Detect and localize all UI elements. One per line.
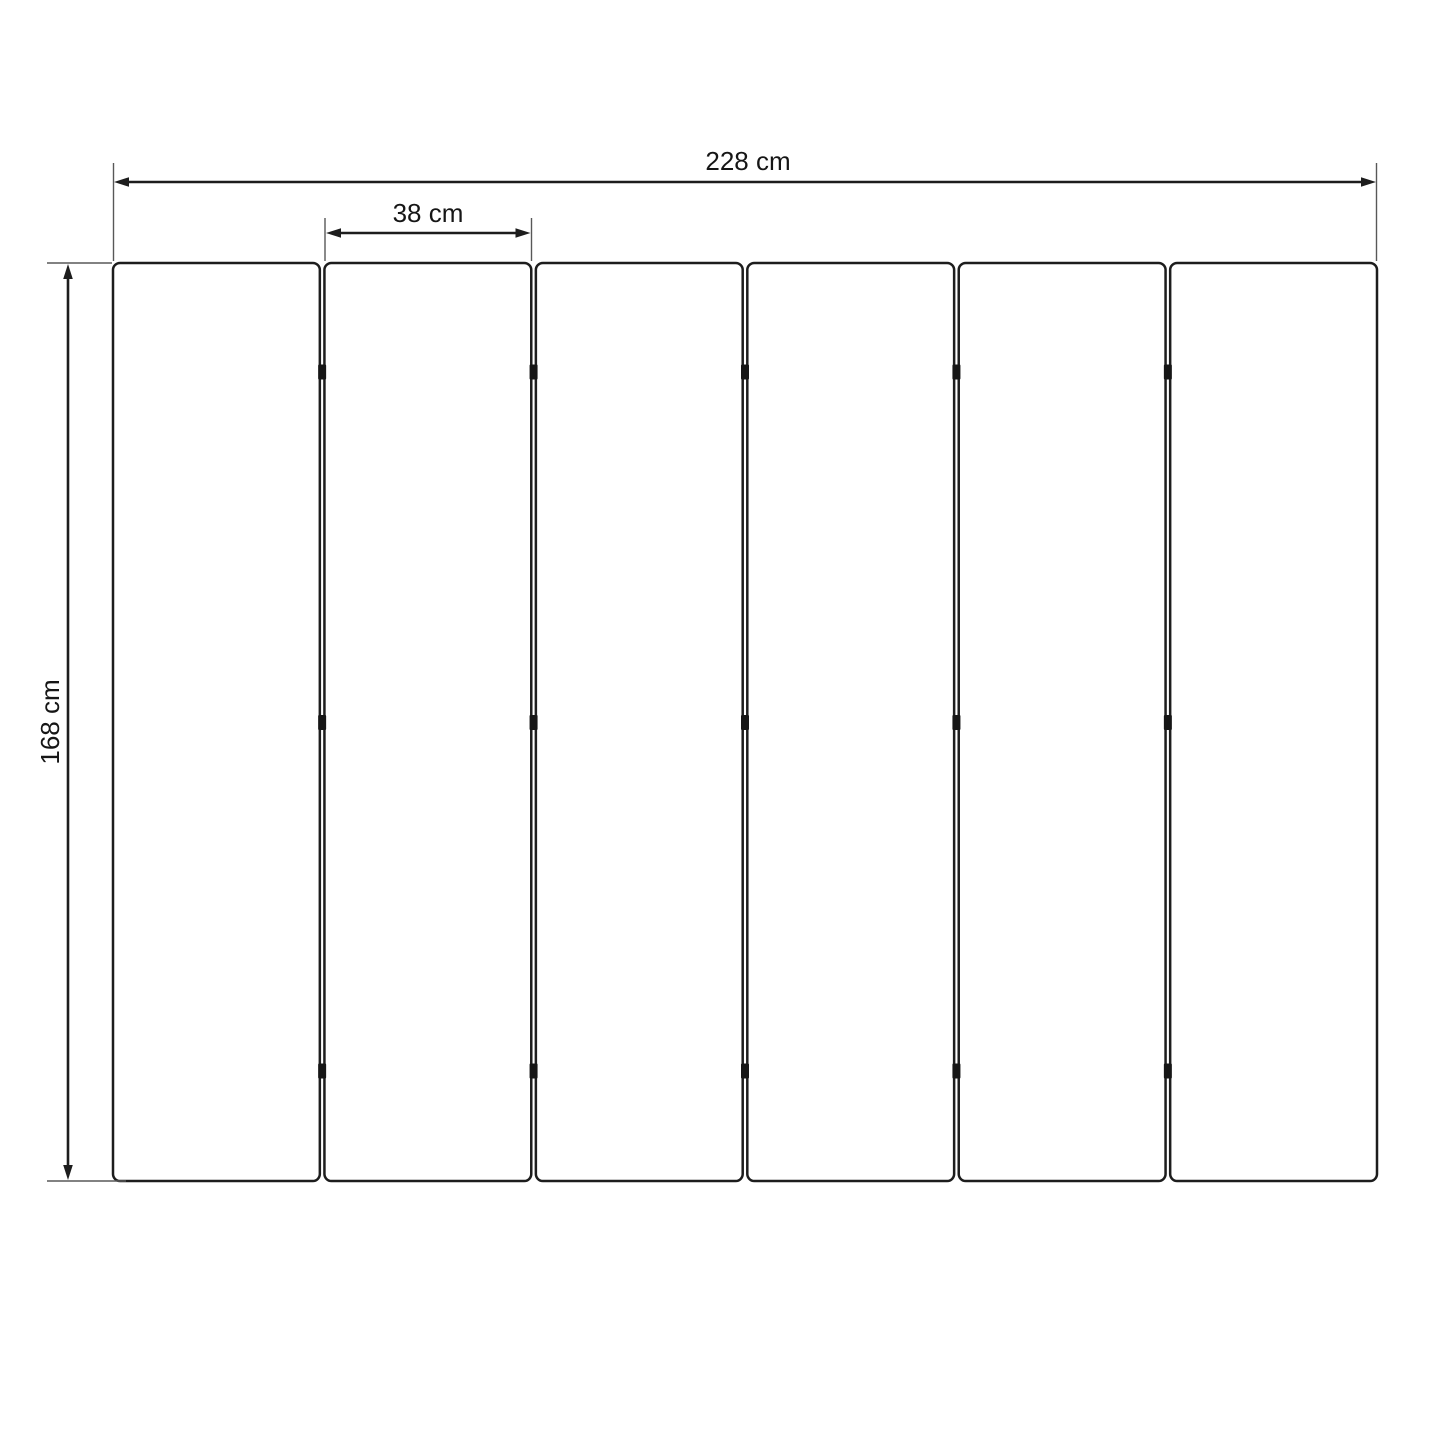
hinge-mark bbox=[1164, 1064, 1172, 1079]
hinge-mark bbox=[1164, 715, 1172, 730]
hinge-mark bbox=[318, 715, 326, 730]
arrowhead-left-icon bbox=[326, 228, 341, 238]
panel-width-label: 38 cm bbox=[392, 198, 464, 228]
arrowhead-down-icon bbox=[63, 1165, 73, 1180]
height-label: 168 cm bbox=[35, 679, 65, 765]
panel bbox=[959, 263, 1166, 1181]
hinge-mark bbox=[952, 1064, 960, 1079]
dim-total-width bbox=[114, 146, 1377, 261]
panel bbox=[536, 263, 743, 1181]
hinge-mark bbox=[952, 715, 960, 730]
panel bbox=[1170, 263, 1377, 1181]
arrowhead-left-icon bbox=[114, 177, 129, 187]
hinge-mark bbox=[741, 1064, 749, 1079]
hinge-mark bbox=[530, 715, 538, 730]
hinge-mark bbox=[1164, 365, 1172, 380]
hinge-mark bbox=[741, 715, 749, 730]
hinge-mark bbox=[530, 365, 538, 380]
arrowhead-right-icon bbox=[1361, 177, 1376, 187]
hinge-mark bbox=[741, 365, 749, 380]
hinge-mark bbox=[318, 365, 326, 380]
panel bbox=[747, 263, 954, 1181]
hinge-mark bbox=[318, 1064, 326, 1079]
dim-panel-width bbox=[325, 198, 532, 261]
panel bbox=[324, 263, 531, 1181]
hinge-mark bbox=[530, 1064, 538, 1079]
total-width-label: 228 cm bbox=[705, 146, 791, 176]
arrowhead-up-icon bbox=[63, 264, 73, 279]
arrowhead-right-icon bbox=[516, 228, 531, 238]
panel bbox=[113, 263, 320, 1181]
hinge-mark bbox=[952, 365, 960, 380]
